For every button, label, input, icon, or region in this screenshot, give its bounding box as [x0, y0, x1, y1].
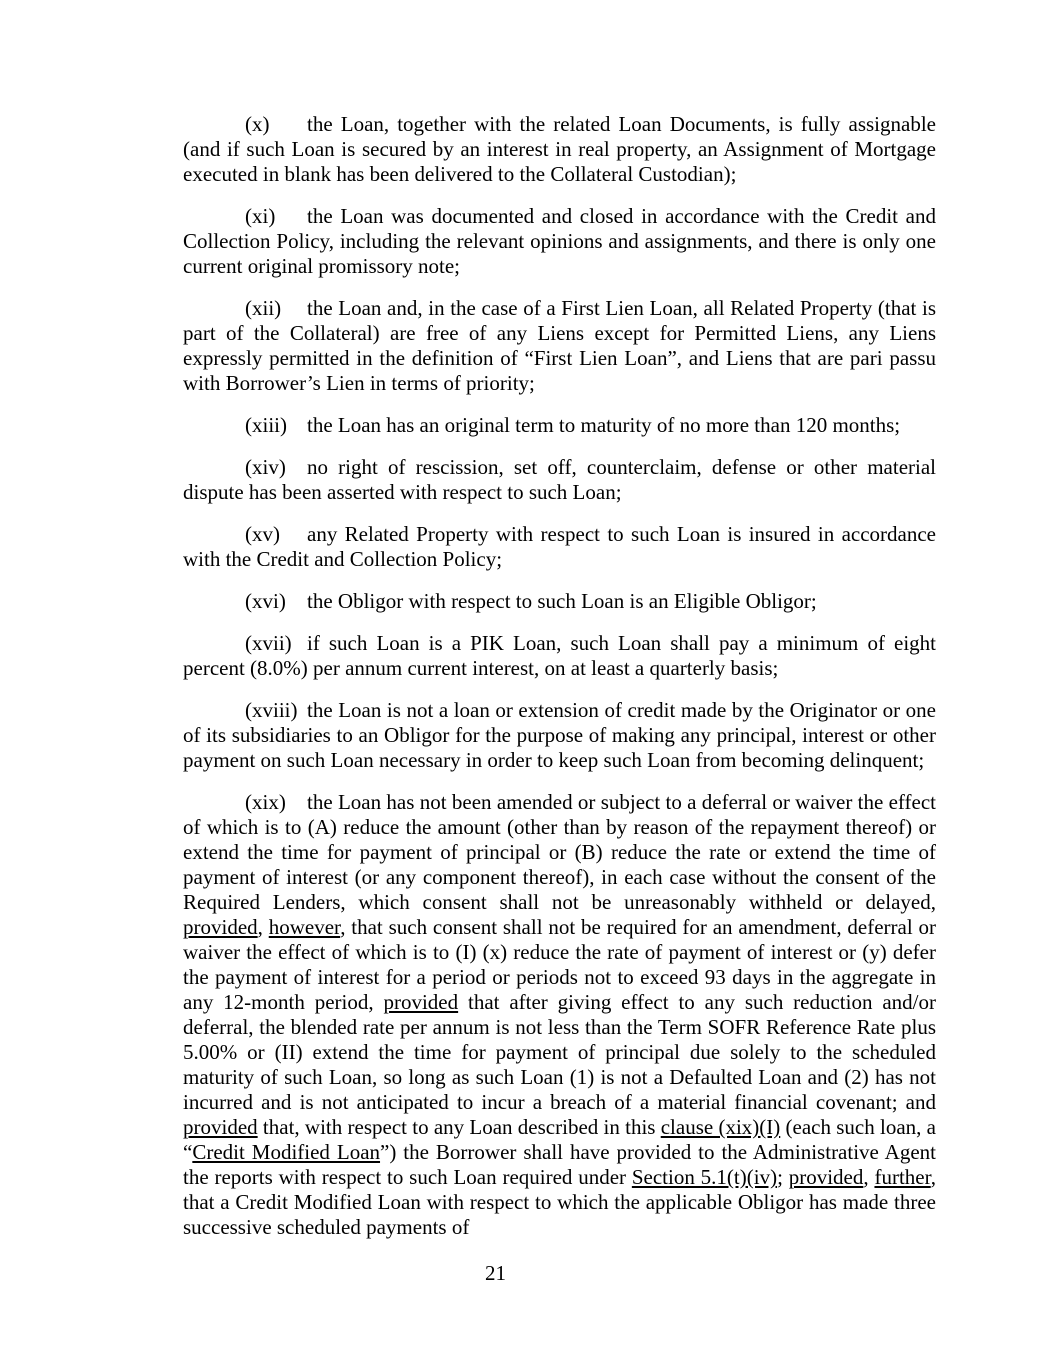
clause-xvii — [183, 631, 936, 681]
clause-x — [183, 112, 936, 187]
clause-label: (xviii) — [245, 698, 298, 722]
clause-label: (xiv) — [245, 455, 286, 479]
clause-text: no right of rescission, set off, counterclaim, defense or other material dispute has been asserted with respect to such Loan; — [183, 455, 936, 504]
clause-xiii — [183, 413, 936, 438]
clause-text: the Loan has not been amended or subject to a deferral or waiver the effect of which is to (A) reduce the amount (other than by reason of the repayment thereof) or extend the time for payment of principal or (B) reduce the rate or extend the time of payment of interest (or any component thereof), in each case without the consent of the Required Lenders, which consent shall not be unreasonably withheld or delayed, provided, however, that such consent shall not be required for an amendment, deferral or waiver the effect of which is to (I) (x) reduce the rate of payment of interest or (y) defer the payment of interest for a period or periods not to exceed 93 days in the aggregate in any 12-month period, provided that after giving effect to any such reduction and/or deferral, the blended rate per annum is not less than the Term SOFR Reference Rate plus 5.00% or (II) extend the time for payment of principal due solely to the scheduled maturity of such Loan, so long as such Loan (1) is not a Defaulted Loan and (2) has not incurred and is not anticipated to incur a breach of a material financial covenant; and provided that, with respect to any Loan described in this clause (xix)(I) (each such loan, a “Credit Modified Loan”) the Borrower shall have provided to the Administrative Agent the reports with respect to such Loan required under Section 5.1(t)(iv); provided, further, that a Credit Modified Loan with respect to which the applicable Obligor has made three successive scheduled payments of — [183, 790, 936, 1239]
clause-xi — [183, 204, 936, 279]
clause-text: the Loan has an original term to maturity of no more than 120 months; — [307, 413, 901, 437]
clause-text: any Related Property with respect to such Loan is insured in accordance with the Credit and Collection Policy; — [183, 522, 936, 571]
clause-xiv — [183, 455, 936, 505]
clause-xviii — [183, 698, 936, 773]
clause-label: (xi) — [245, 204, 276, 228]
clause-label: (xii) — [245, 296, 282, 320]
clause-text: the Loan and, in the case of a First Lien Loan, all Related Property (that is part of the Collateral) are free of any Liens except for Permitted Liens, any Liens expressly permitted in the definition of “First Lien Loan”, and Liens that are pari passu with Borrower’s Lien in terms of priority; — [183, 296, 936, 395]
clause-label: (xvi) — [245, 589, 286, 613]
page-footer — [0, 1261, 1055, 1286]
clause-xix — [183, 790, 936, 1240]
clause-label: (xiii) — [245, 413, 287, 437]
clause-text: the Obligor with respect to such Loan is an Eligible Obligor; — [307, 589, 817, 613]
clause-text: the Loan was documented and closed in accordance with the Credit and Collection Policy, including the relevant opinions and assignments, and there is only one current original promissory note; — [183, 204, 936, 278]
clause-xv — [183, 522, 936, 572]
clause-xii — [183, 296, 936, 396]
clause-xvi — [183, 589, 936, 614]
clause-label: (xix) — [245, 790, 286, 814]
clause-label: (x) — [245, 112, 270, 136]
clause-label: (xvii) — [245, 631, 292, 655]
clause-text: the Loan is not a loan or extension of credit made by the Originator or one of its subsidiaries to an Obligor for the purpose of making any principal, interest or other payment on such Loan necessary in order to keep such Loan from becoming delinquent; — [183, 698, 936, 772]
clause-label: (xv) — [245, 522, 280, 546]
page-number: 21 — [485, 1261, 506, 1285]
clause-text: if such Loan is a PIK Loan, such Loan shall pay a minimum of eight percent (8.0%) per annum current interest, on at least a quarterly basis; — [183, 631, 936, 680]
clause-text: the Loan, together with the related Loan Documents, is fully assignable (and if such Loan is secured by an interest in real property, an Assignment of Mortgage executed in blank has been delivered to the Collateral Custodian); — [183, 112, 936, 186]
